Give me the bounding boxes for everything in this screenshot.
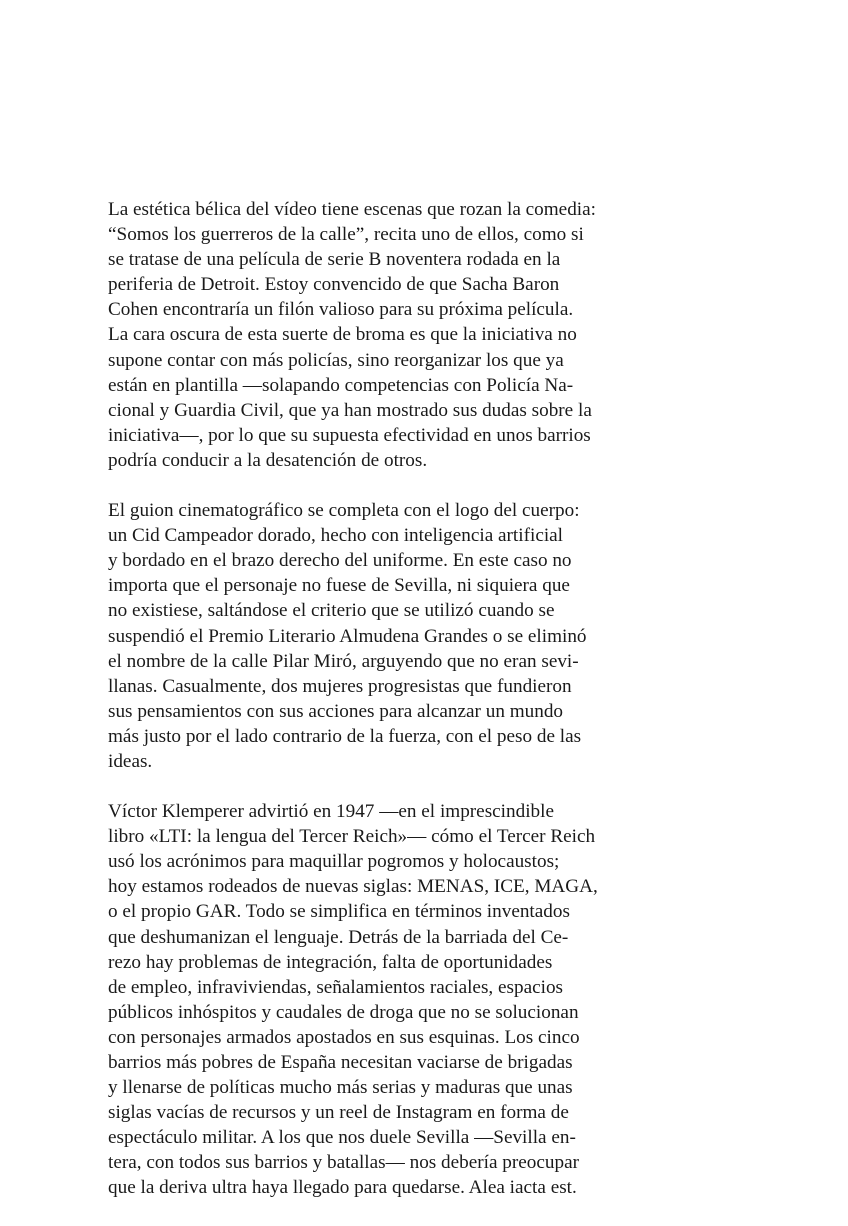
text-line: públicos inhóspitos y caudales de droga que no se solucionan [108,1001,579,1023]
text-line: y bordado en el brazo derecho del uniforme. En este caso no [108,550,572,572]
paragraph [108,799,748,1201]
text-line: “Somos los guerreros de la calle”, recita uno de ellos, como si [108,224,584,246]
text-line: que deshumanizan el lenguaje. Detrás de la barriada del Ce- [108,926,569,948]
text-line: importa que el personaje no fuese de Sevilla, ni siquiera que [108,575,570,597]
text-line: espectáculo militar. A los que nos duele Sevilla —Sevilla en- [108,1127,576,1149]
text-line: barrios más pobres de España necesitan vaciarse de brigadas [108,1052,573,1073]
text-line: La estética bélica del vídeo tiene escenas que rozan la comedia: [108,199,596,220]
text-line: llanas. Casualmente, dos mujeres progresistas que fundieron [108,675,572,697]
text-line: tera, con todos sus barrios y batallas— nos debería preocupar [108,1152,580,1174]
text-line: rezo hay problemas de integración, falta de oportunidades [108,951,553,973]
text-line: podría conducir a la desatención de otros. [108,449,428,471]
text-line: La cara oscura de esta suerte de broma es que la iniciativa no [108,324,577,346]
text-line: sus pensamientos con sus acciones para alcanzar un mundo [108,700,564,722]
paragraph [108,197,748,473]
text-line: hoy estamos rodeados de nuevas siglas: MENAS, ICE, MAGA, [108,876,598,898]
text-line: suspendió el Premio Literario Almudena Grandes o se eliminó [108,625,587,647]
text-line: El guion cinematográfico se completa con el logo del cuerpo: [108,500,580,522]
text-line: se tratase de una película de serie B noventera rodada en la [108,249,561,271]
text-line: un Cid Campeador dorado, hecho con inteligencia artificial [108,525,564,547]
body-text [108,197,748,1226]
text-line: periferia de Detroit. Estoy convencido de que Sacha Baron [108,274,560,296]
text-line: libro «LTI: la lengua del Tercer Reich»— cómo el Tercer Reich [108,826,596,848]
text-line: o el propio GAR. Todo se simplifica en términos inventados [108,901,570,923]
text-line: cional y Guardia Civil, que ya han mostrado sus dudas sobre la [108,399,592,421]
text-line: están en plantilla —solapando competencias con Policía Na- [108,374,574,396]
text-line: usó los acrónimos para maquillar pogromos y holocaustos; [108,851,560,873]
text-line: supone contar con más policías, sino reorganizar los que ya [108,349,564,371]
text-line: iniciativa—, por lo que su supuesta efectividad en unos barrios [108,424,591,446]
text-line: Víctor Klemperer advirtió en 1947 —en el imprescindible [108,801,554,823]
text-line: el nombre de la calle Pilar Miró, arguyendo que no eran sevi- [108,650,579,672]
text-line: ideas. [108,750,153,772]
text-line: no existiese, saltándose el criterio que se utilizó cuando se [108,600,555,622]
text-line: siglas vacías de recursos y un reel de Instagram en forma de [108,1102,569,1124]
text-line: Cohen encontraría un filón valioso para su próxima película. [108,299,574,321]
text-line: de empleo, infraviviendas, señalamientos raciales, espacios [108,976,564,998]
text-line: y llenarse de políticas mucho más serias y maduras que unas [108,1077,573,1099]
text-line: que la deriva ultra haya llegado para quedarse. Alea iacta est. [108,1177,577,1199]
paragraph [108,498,748,774]
text-line: más justo por el lado contrario de la fuerza, con el peso de las [108,725,582,747]
text-line: con personajes armados apostados en sus esquinas. Los cinco [108,1026,580,1048]
